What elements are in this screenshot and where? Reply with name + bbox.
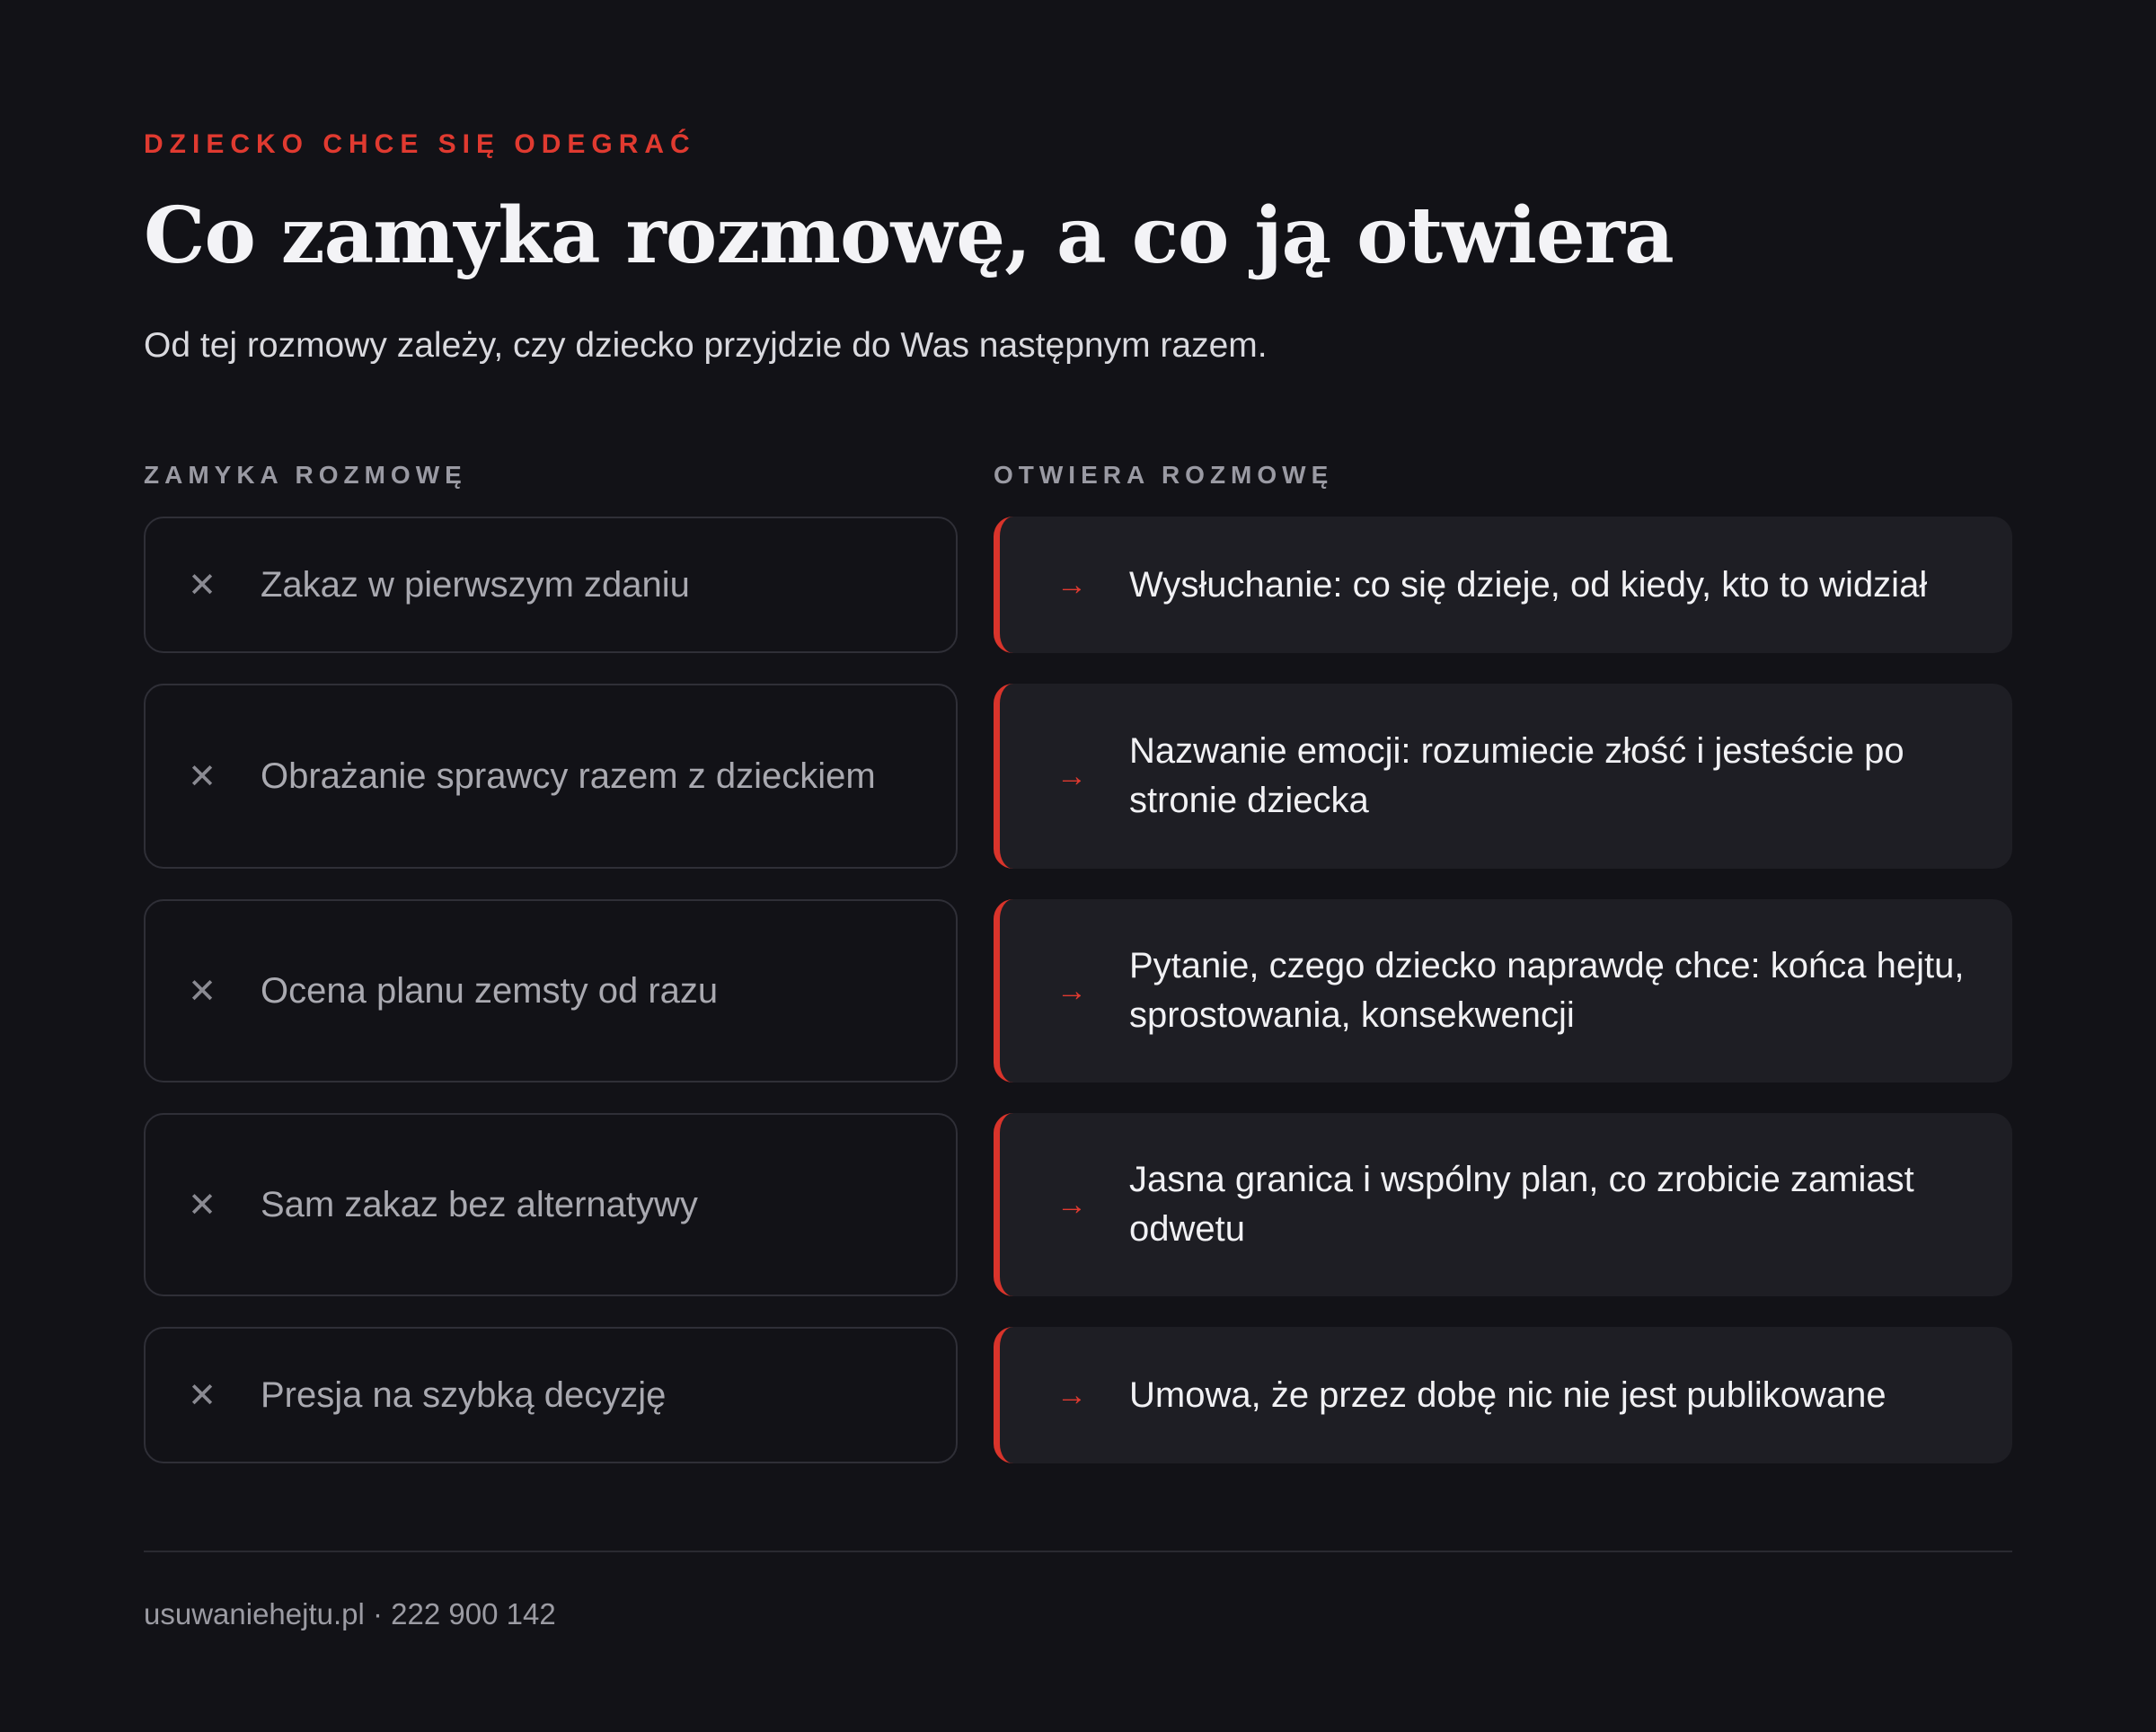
opens-card (994, 1113, 2012, 1296)
close-icon: ✕ (188, 972, 216, 1011)
closes-card-text: Zakaz w pierwszym zdaniu (261, 564, 690, 605)
page (144, 0, 2012, 1732)
closes-card-text: Sam zakaz bez alternatywy (261, 1184, 698, 1224)
footer-divider (144, 1551, 2012, 1552)
close-icon: ✕ (188, 566, 216, 605)
footer-contact: usuwaniehejtu.pl · 222 900 142 (144, 1597, 556, 1630)
arrow-right-icon: → (1056, 973, 1087, 1008)
opens-card-text: Pytanie, czego dziecko naprawdę chce: końca hejtu, sprostowania, konsekwencji (1129, 946, 1965, 1035)
closes-card-text: Ocena planu zemsty od razu (261, 970, 719, 1011)
opens-card-text: Jasna granica i wspólny plan, co zrobicie zamiast odwetu (1129, 1160, 1914, 1249)
opens-card-text: Umowa, że przez dobę nic nie jest publikowane (1129, 1374, 1886, 1415)
arrow-right-icon: → (1056, 1187, 1087, 1222)
closes-card (144, 517, 958, 653)
opens-card (994, 517, 2012, 653)
closes-card-text: Presja na szybką decyzję (261, 1374, 667, 1415)
closes-card (144, 1113, 958, 1296)
opens-card (994, 684, 2012, 869)
eyebrow-label: DZIECKO CHCE SIĘ ODEGRAĆ (144, 129, 696, 159)
closes-card (144, 684, 958, 869)
opens-card (994, 1327, 2012, 1463)
page-subtitle: Od tej rozmowy zależy, czy dziecko przyjdzie do Was następnym razem. (144, 326, 1268, 365)
opens-card (994, 899, 2012, 1082)
closes-column-heading: ZAMYKA ROZMOWĘ (144, 461, 467, 489)
page-title: Co zamyka rozmowę, a co ją otwiera (144, 190, 1674, 281)
opens-card-text: Wysłuchanie: co się dzieje, od kiedy, kto to widział (1129, 564, 1928, 605)
arrow-right-icon: → (1056, 1377, 1087, 1412)
closes-card (144, 899, 958, 1082)
opens-card-text: Nazwanie emocji: rozumiecie złość i jesteście po stronie dziecka (1129, 731, 1904, 820)
close-icon: ✕ (188, 1186, 216, 1224)
opens-column-heading: OTWIERA ROZMOWĘ (994, 461, 1334, 489)
closes-card-text: Obrażanie sprawcy razem z dzieckiem (261, 756, 876, 796)
closes-card (144, 1327, 958, 1463)
close-icon: ✕ (188, 757, 216, 796)
arrow-right-icon: → (1056, 758, 1087, 793)
close-icon: ✕ (188, 1376, 216, 1415)
arrow-right-icon: → (1056, 567, 1087, 602)
